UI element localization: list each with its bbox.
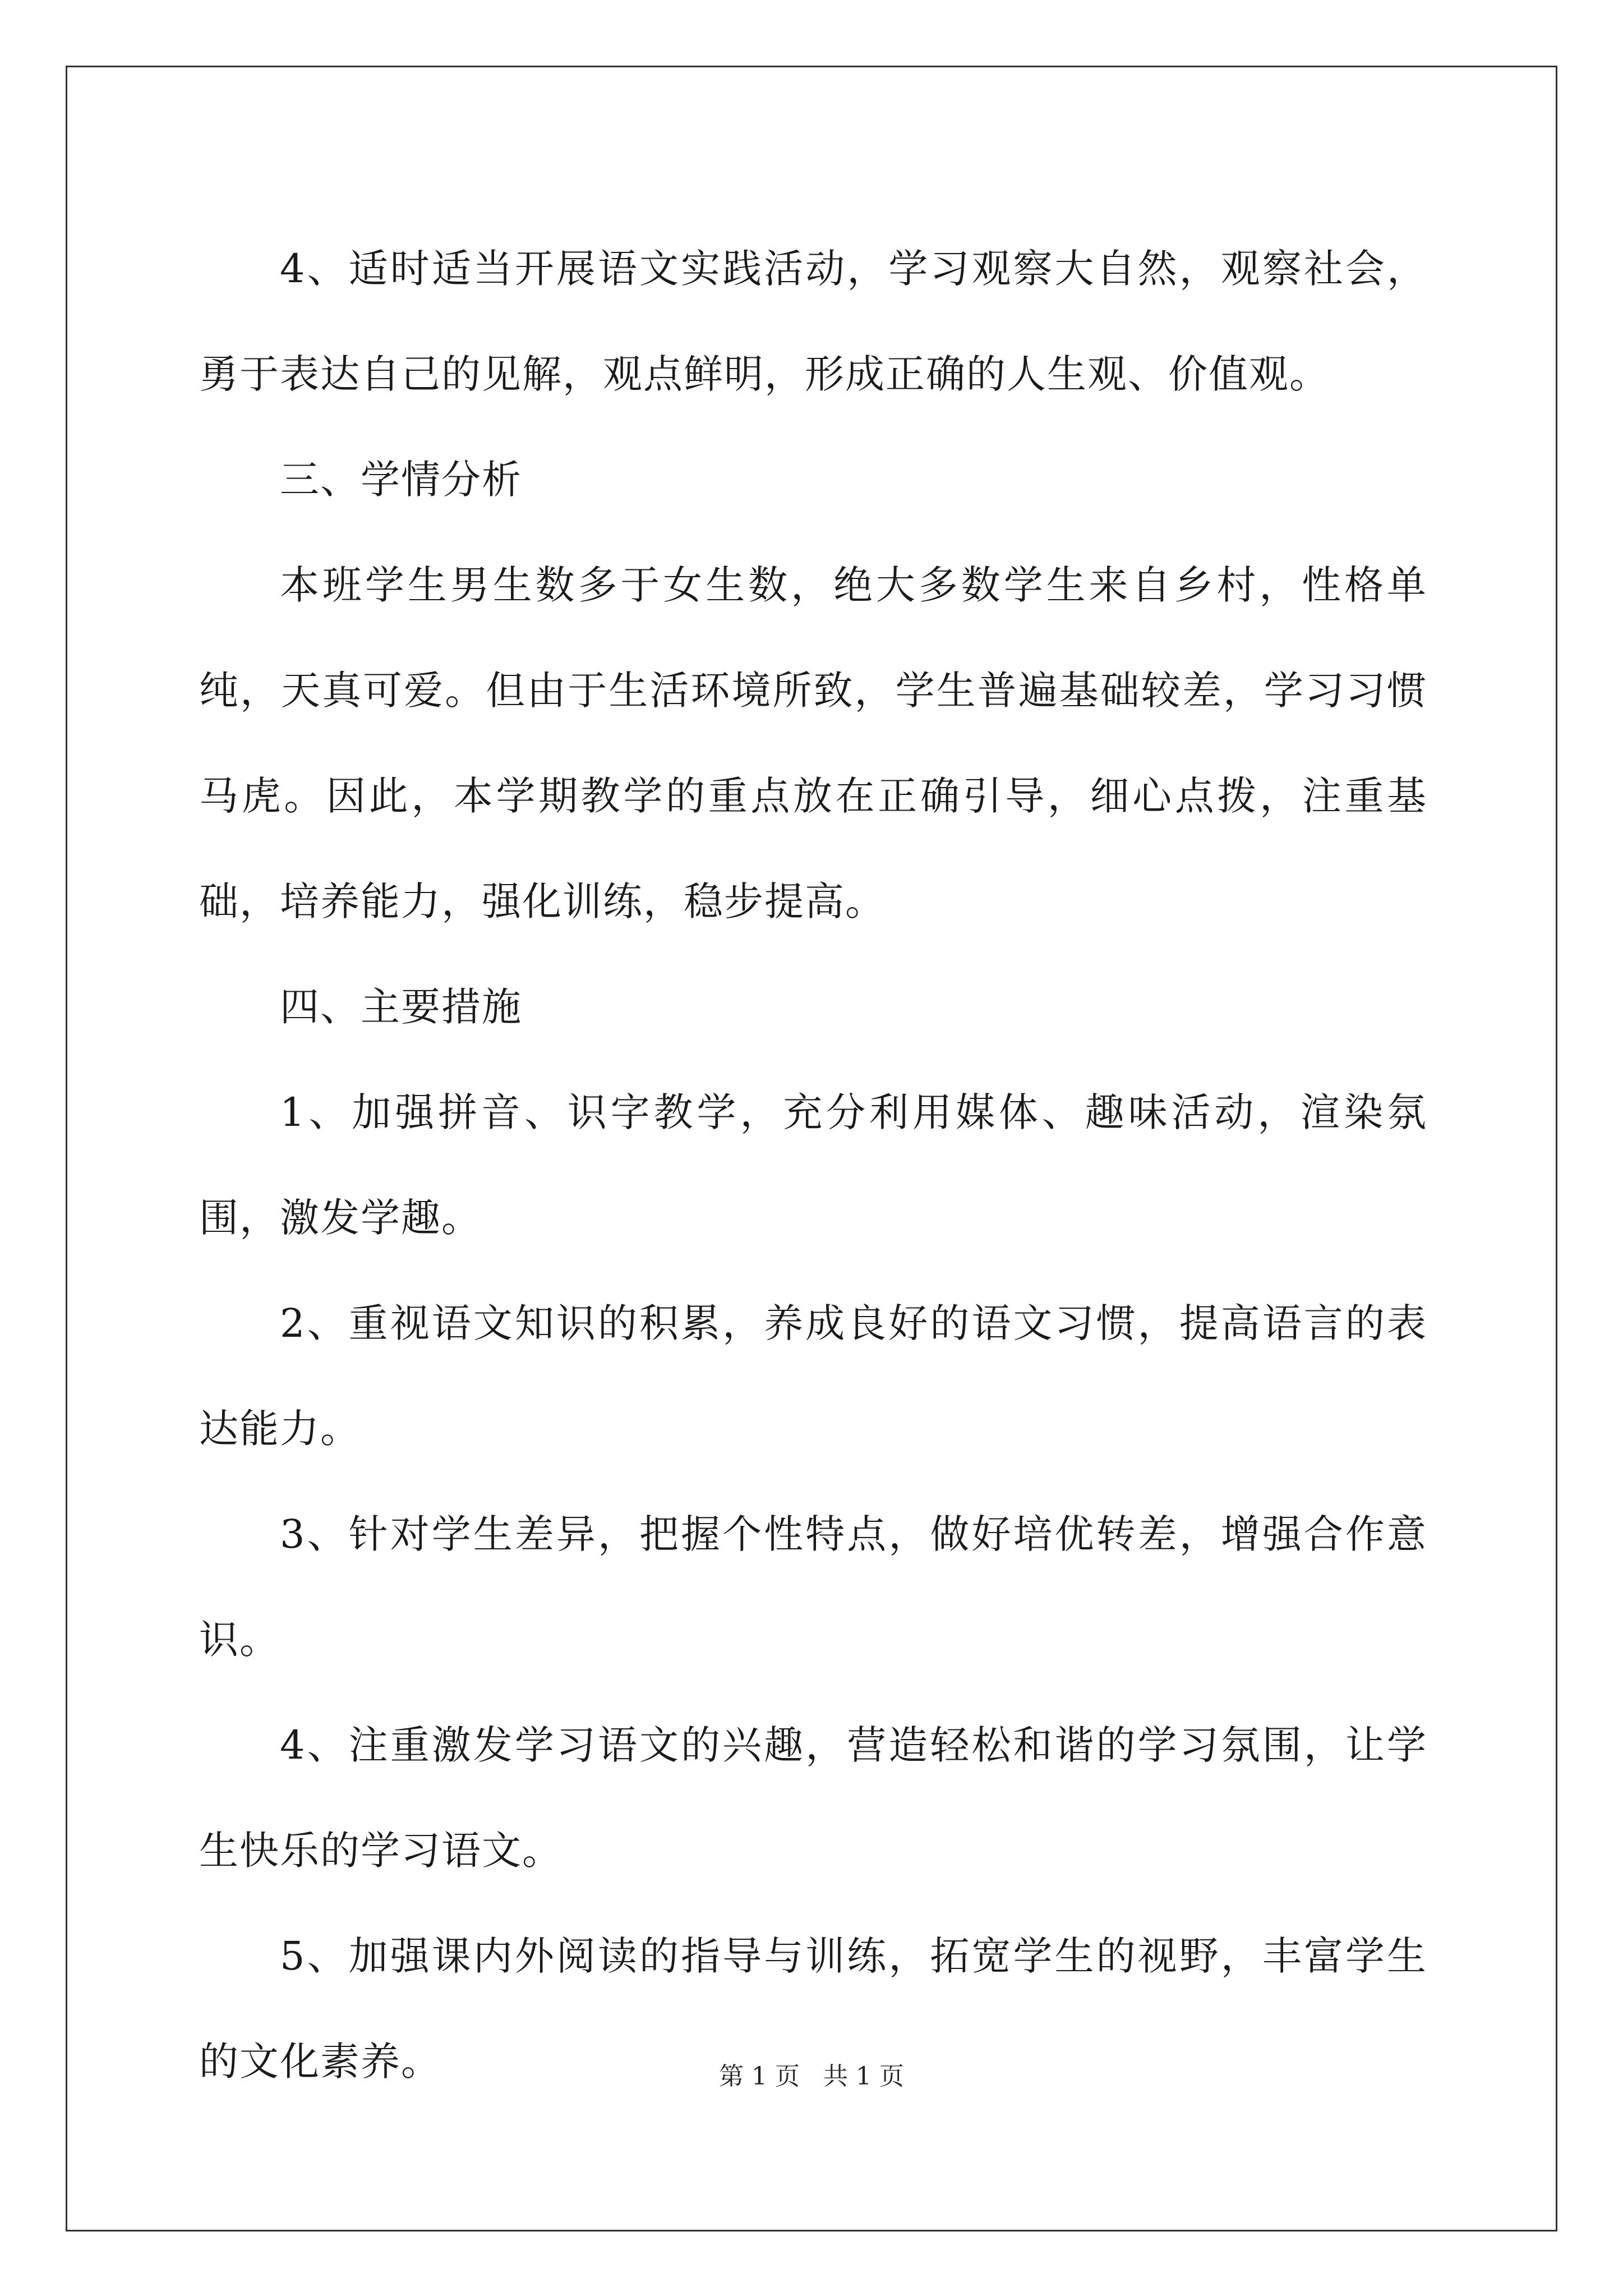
paragraph-item-4-practice: 4、适时适当开展语文实践活动，学习观察大自然，观察社会，勇于表达自己的见解，观点鲜明，形成正确的人生观、价值观。	[199, 246, 1427, 397]
page-number-current: 第 1 页	[719, 2062, 800, 2091]
paragraph-measure-3: 3、针对学生差异，把握个性特点，做好培优转差，增强合作意识。	[199, 1511, 1427, 1663]
page-footer	[0, 2056, 1623, 2092]
paragraph-measure-2: 2、重视语文知识的积累，养成良好的语文习惯，提高语言的表达能力。	[199, 1300, 1427, 1452]
page-number-total: 共 1 页	[823, 2062, 904, 2091]
paragraph-measure-1: 1、加强拼音、识字教学，充分利用媒体、趣味活动，渲染氛围，激发学趣。	[199, 1089, 1427, 1241]
paragraph-measure-5: 5、加强课内外阅读的指导与训练，拓宽学生的视野，丰富学生的文化素养。	[199, 1933, 1427, 2085]
section-heading-learning-analysis: 三、学情分析	[280, 457, 522, 503]
paragraph-student-analysis: 本班学生男生数多于女生数，绝大多数学生来自乡村，性格单纯，天真可爱。但由于生活环境所致，学生普遍基础较差，学习习惯马虎。因此，本学期教学的重点放在正确引导，细心点拨，注重基础，培养能力，强化训练，稳步提高。	[199, 562, 1427, 924]
section-heading-main-measures: 四、主要措施	[280, 984, 522, 1030]
document-body	[199, 216, 1427, 2114]
paragraph-measure-4: 4、注重激发学习语文的兴趣，营造轻松和谐的学习氛围，让学生快乐的学习语文。	[199, 1722, 1427, 1874]
